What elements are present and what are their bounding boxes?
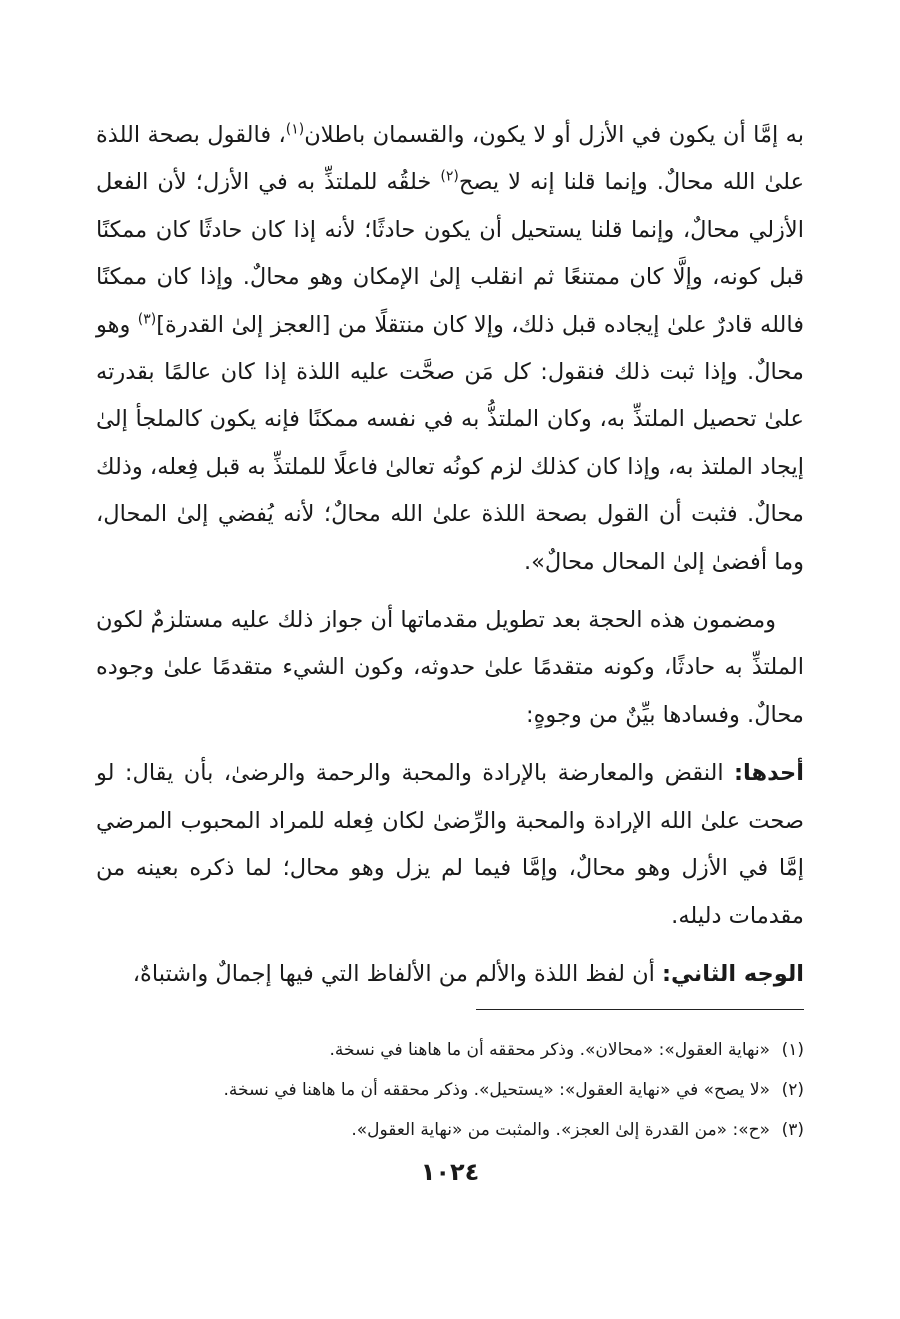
- footnote-number: (٢): [781, 1080, 804, 1100]
- text-run: النقض والمعارضة بالإرادة والمحبة والرحمة والرضىٰ، بأن يقال: لو صحت علىٰ الله الإرادة والمحبة والرِّضىٰ لكان فِعله للمراد المحبوب المرضي إمَّا في الأزل وهو محالٌ، وإمَّا فيما لم يزل وهو محال؛ لما ذكره بعينه من مقدمات دليله.: [96, 760, 804, 929]
- footnote-number: (١): [781, 1040, 804, 1060]
- footnote-text: «ح»: «من القدرة إلىٰ العجز». والمثبت من «نهاية العقول».: [351, 1120, 770, 1140]
- text-run: به إمَّا أن يكون في الأزل أو لا يكون، والقسمان باطلان: [304, 122, 804, 148]
- paragraph-3: [96, 750, 804, 940]
- paragraph-2: [96, 597, 804, 739]
- section-label-second: الوجه الثاني:: [662, 960, 804, 987]
- section-label-first: أحدها:: [734, 760, 804, 787]
- footnotes: [96, 1030, 804, 1150]
- text-run: خلقُه للملتذِّ به في الأزل؛ لأن الفعل الأزلي محالٌ، وإنما قلنا يستحيل أن يكون حادثًا؛ لأنه إذا كان حادثًا كان ممكنًا قبل كونه، وإلَّا كان ممتنعًا ثم انقلب إلىٰ الإمكان وهو محالٌ. وإذا كان ممكنًا فالله قادرٌ علىٰ إيجاده قبل ذلك، وإلا كان منتقلًا من [العجز إلىٰ القدرة]: [96, 169, 804, 338]
- text-run: وهو محالٌ. وإذا ثبت ذلك فنقول: كل مَن صحَّت عليه اللذة إذا كان عالمًا بقدرته علىٰ تحصيل الملتذِّ به، وكان الملتذُّ به في نفسه ممكنًا فإنه يكون كالملجأ إلىٰ إيجاد الملتذ به، وإذا كان كذلك لزم كونُه تعالىٰ فاعلًا للملتذِّ به قبل فِعله، وذلك محالٌ. فثبت أن القول بصحة اللذة علىٰ الله محالٌ؛ لأنه يُفضي إلىٰ المحال، وما أفضىٰ إلىٰ المحال محالٌ».: [96, 311, 804, 575]
- footnote-3: [96, 1110, 804, 1150]
- text-run: أن لفظ اللذة والألم من الألفاظ التي فيها إجمالٌ واشتباهٌ،: [132, 960, 663, 987]
- text-run: ومضمون هذه الحجة بعد تطويل مقدماتها أن جواز ذلك عليه مستلزمٌ لكون الملتذِّ به حادثًا، وكونه متقدمًا علىٰ حدوثه، وكون الشيء متقدمًا علىٰ وجوده محالٌ. وفسادها بيِّنٌ من وجوهٍ:: [96, 607, 804, 728]
- footnote-1: [96, 1030, 804, 1070]
- paragraph-1: [96, 112, 804, 586]
- footnote-separator: [476, 1009, 804, 1010]
- footnote-text: «نهاية العقول»: «محالان». وذكر محققه أن ما هاهنا في نسخة.: [329, 1040, 770, 1060]
- page-number: ١٠٢٤: [420, 1158, 480, 1186]
- text-run: ، فالقول بصحة اللذة علىٰ الله محالٌ. وإنما قلنا إنه لا يصح: [96, 122, 805, 196]
- main-text: [96, 112, 804, 998]
- footnote-2: [96, 1070, 804, 1110]
- paragraph-4: [96, 951, 804, 998]
- footnote-number: (٣): [781, 1120, 804, 1140]
- footnote-ref-1[interactable]: (١): [285, 121, 305, 138]
- footnote-ref-3[interactable]: (٣): [137, 311, 157, 328]
- footnote-ref-2[interactable]: (٢): [440, 168, 459, 185]
- footnote-text: «لا يصح» في «نهاية العقول»: «يستحيل». وذكر محققه أن ما هاهنا في نسخة.: [223, 1080, 770, 1100]
